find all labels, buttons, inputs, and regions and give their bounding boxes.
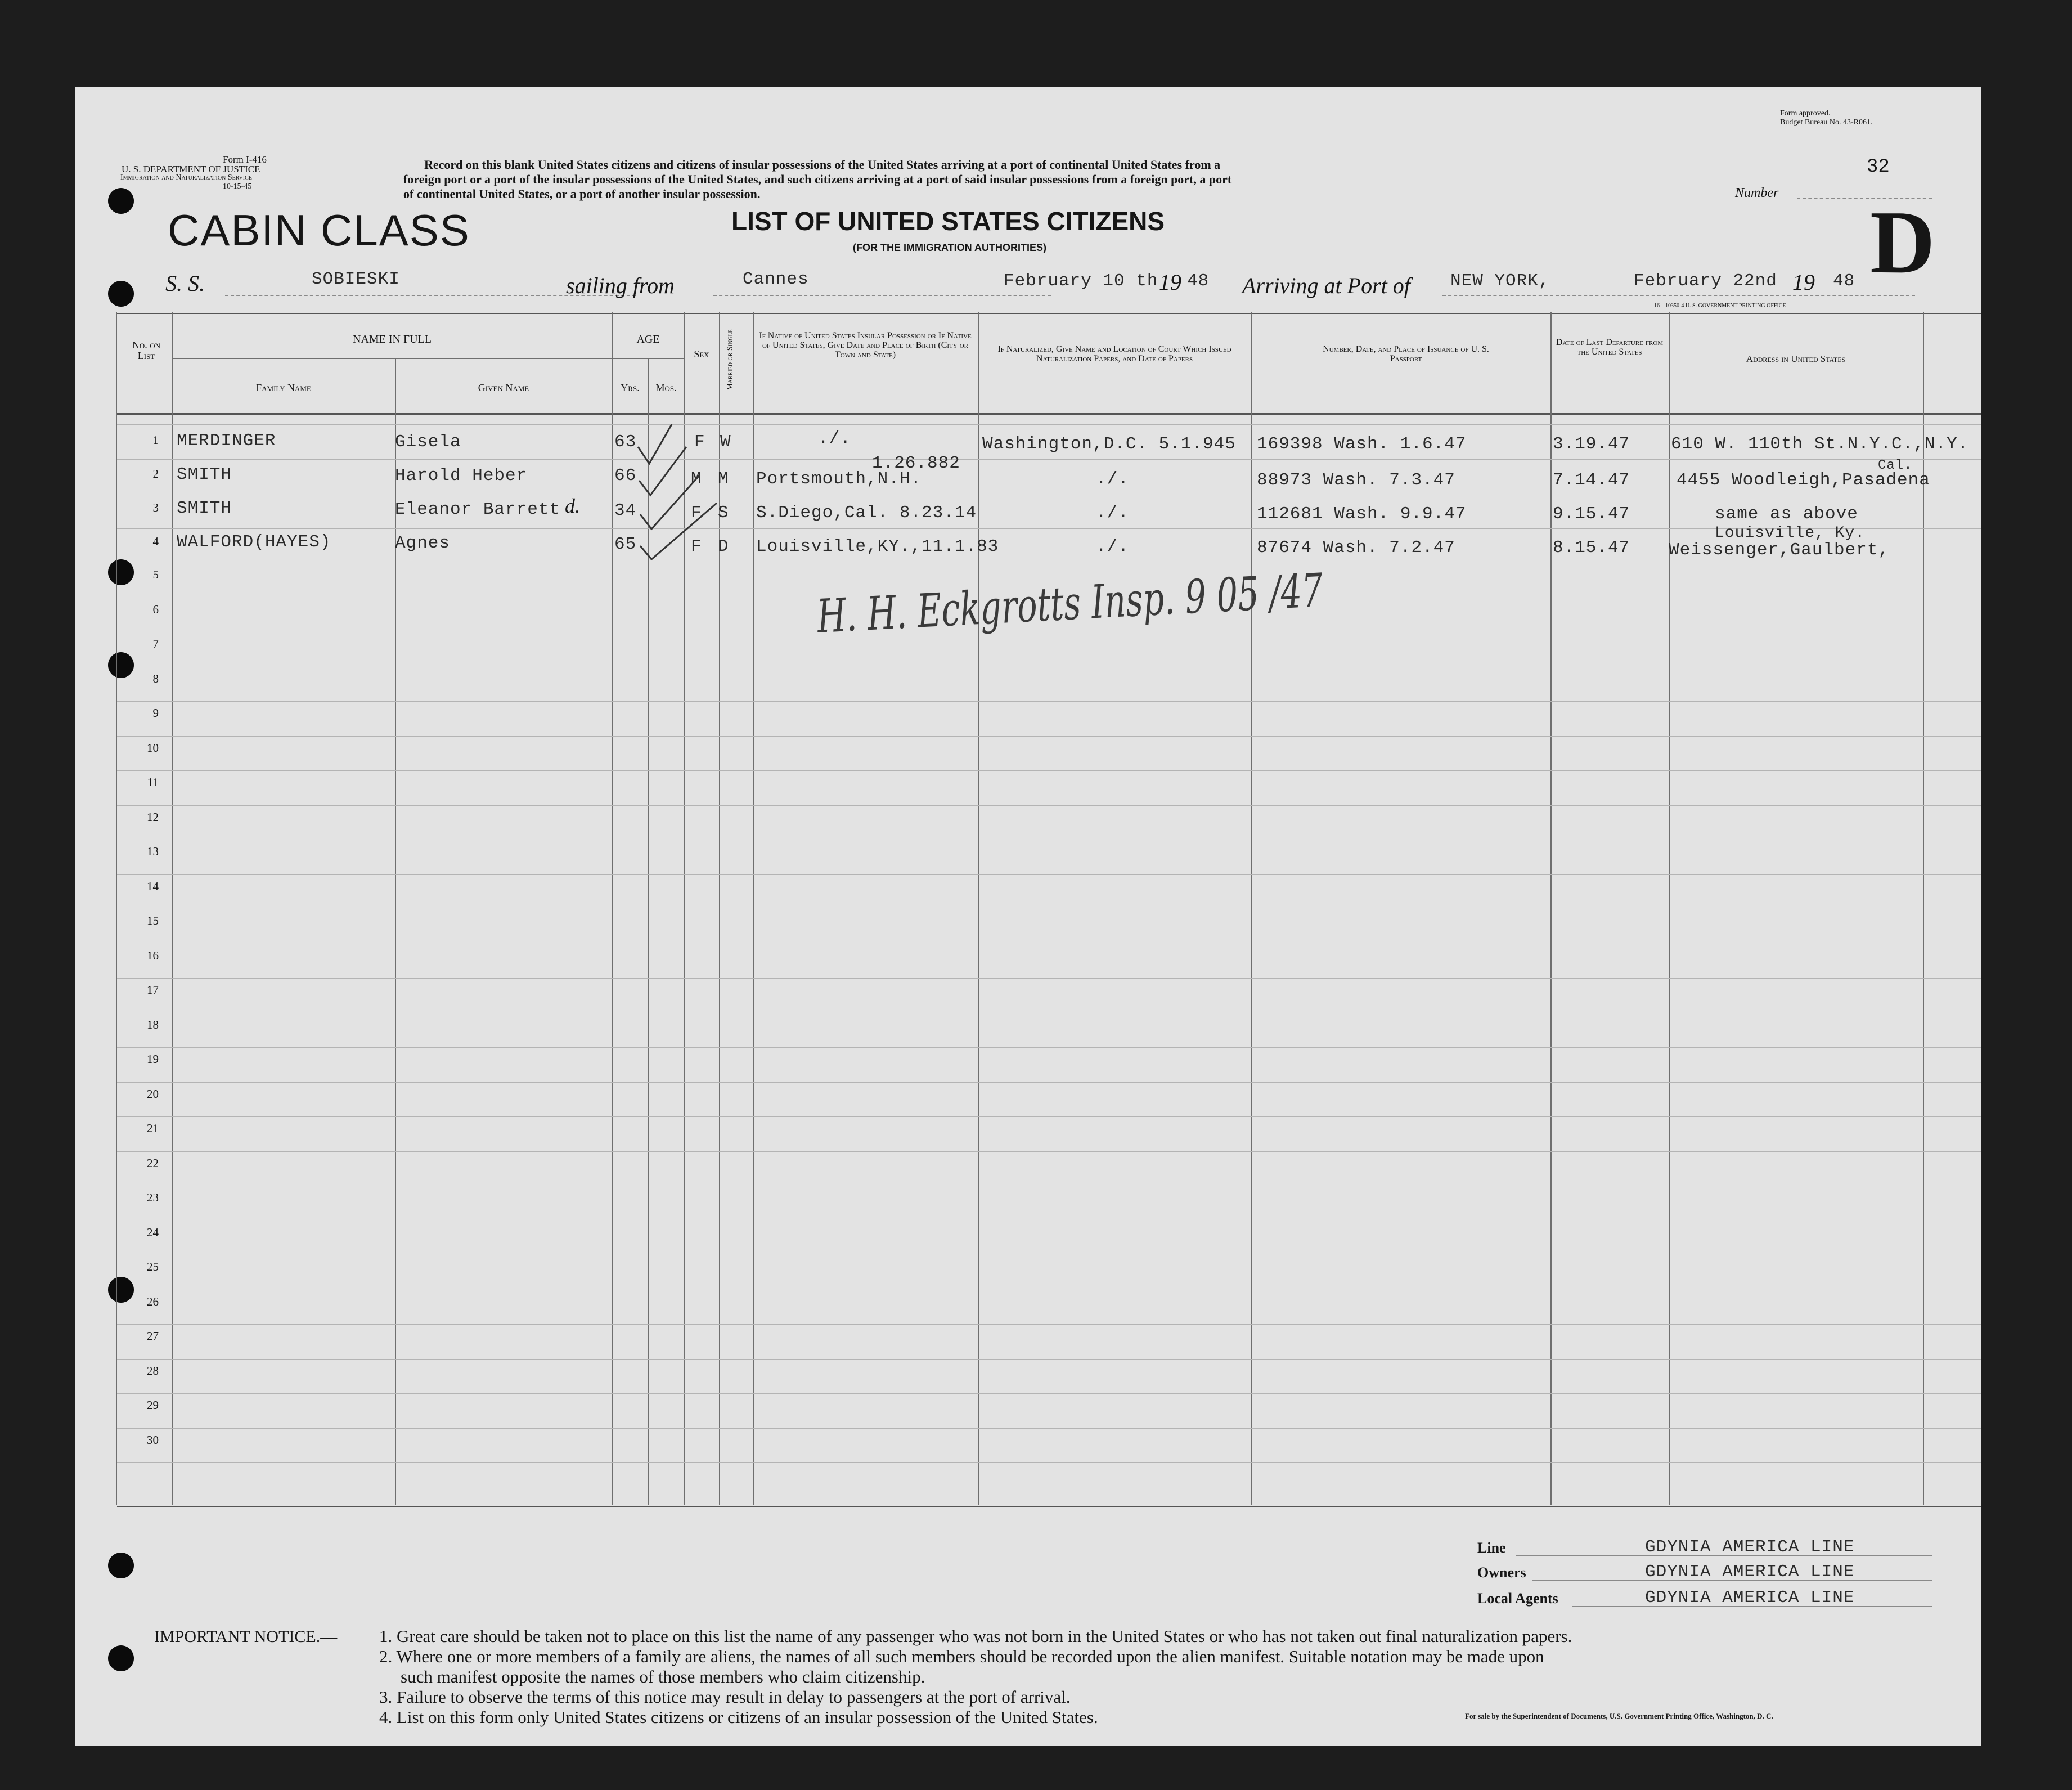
line-value-rule — [1516, 1555, 1932, 1556]
budget-bureau: Budget Bureau No. 43-R061. — [1780, 118, 1873, 127]
us-address: 4455 Woodleigh,Pasadena — [1677, 470, 1930, 490]
header-no: No. on List — [132, 339, 161, 361]
last-departure: 9.15.47 — [1553, 504, 1630, 524]
owners-value-rule — [1532, 1580, 1932, 1581]
line-value: GDYNIA AMERICA LINE — [1645, 1537, 1855, 1557]
header-yrs: Yrs. — [621, 382, 640, 393]
form-number: Form I-416 — [223, 154, 267, 165]
us-address: Weissenger,Gaulbert, — [1669, 540, 1890, 560]
header-passport: Number, Date, and Place of Issuance of U. S. Passport — [1323, 344, 1489, 364]
arrival-port: NEW YORK, — [1450, 271, 1550, 291]
birth-date: 1.26.882 — [872, 454, 960, 473]
class-label: CABIN CLASS — [168, 205, 470, 255]
birth-info: S.Diego,Cal. 8.23.14 — [756, 503, 977, 523]
row-number: 28 — [147, 1363, 159, 1378]
department: U. S. DEPARTMENT OF JUSTICE — [122, 164, 260, 174]
ship-name: SOBIESKI — [312, 270, 400, 289]
punch-hole — [108, 1553, 134, 1578]
row-number: 23 — [147, 1191, 159, 1204]
naturalization: ./. — [1096, 537, 1129, 557]
form-subtitle: (FOR THE IMMIGRATION AUTHORITIES) — [853, 242, 1046, 253]
ruled-line — [117, 1047, 1981, 1048]
ruled-line — [117, 736, 1981, 737]
row-number: 27 — [147, 1329, 159, 1343]
arriving-label: Arriving at Port of — [1242, 273, 1410, 298]
last-departure: 3.19.47 — [1553, 434, 1630, 454]
number-label: Number — [1735, 186, 1779, 200]
row-number: 11 — [147, 775, 159, 789]
header-name-in-full: NAME IN FULL — [353, 333, 432, 346]
sailing-from-label: sailing from — [566, 273, 675, 298]
col-line — [1251, 312, 1252, 1505]
sail-date: February 10 th — [1004, 271, 1158, 291]
birth-info: ./. — [818, 429, 851, 448]
row-number: 8 — [152, 671, 159, 685]
header-bottom-rule — [117, 413, 1981, 415]
header-mos: Mos. — [655, 382, 677, 393]
last-departure: 8.15.47 — [1553, 538, 1630, 558]
ruled-line — [117, 978, 1981, 979]
marital-status: M — [718, 469, 729, 489]
header-sex: Sex — [694, 348, 709, 360]
age-years: 34 — [614, 501, 637, 521]
header-family-name: Family Name — [256, 382, 311, 393]
row-number: 17 — [147, 983, 159, 997]
print-code: 16—10350-4 U. S. GOVERNMENT PRINTING OFFICE — [1654, 303, 1786, 309]
col-line — [116, 312, 117, 1505]
sex: M — [691, 469, 702, 489]
list-number-value: 32 — [1867, 156, 1890, 178]
punch-hole — [108, 1645, 134, 1671]
arrival-year: 48 — [1833, 271, 1855, 291]
row-number: 15 — [147, 914, 159, 927]
ruled-line — [117, 459, 1981, 460]
form-title: LIST OF UNITED STATES CITIZENS — [731, 207, 1165, 236]
naturalization: Washington,D.C. 5.1.945 — [982, 434, 1236, 454]
header-native: If Native of United States Insular Possession or If Native of United States, Give Date and Place of Birth (City or Town and State) — [759, 331, 972, 360]
row-number: 12 — [147, 810, 159, 824]
col-line — [172, 312, 173, 1505]
ruled-line — [117, 805, 1981, 806]
ruled-line — [117, 1359, 1981, 1360]
passport: 88973 Wash. 7.3.47 — [1257, 470, 1455, 490]
age-years: 66 — [614, 466, 637, 486]
ruled-line — [117, 1462, 1981, 1463]
us-address: 610 W. 110th St.N.Y.C.,N.Y. — [1671, 434, 1969, 454]
sex: F — [691, 537, 702, 557]
notice-4: 4. List on this form only United States citizens or citizens of an insular possession of the United States. — [379, 1707, 1098, 1727]
row-number: 18 — [147, 1017, 159, 1031]
ss-label: S. S. — [165, 271, 205, 296]
header-married-single: Married or Single — [726, 329, 735, 391]
birth-info: Louisville,KY.,11.1.83 — [756, 537, 999, 557]
col-line — [978, 312, 979, 1505]
form-date: 10-15-45 — [223, 182, 252, 191]
check-mark-icon — [640, 503, 717, 559]
family-name: SMITH — [177, 499, 232, 518]
agents-label: Local Agents — [1477, 1590, 1558, 1607]
row-number: 30 — [147, 1433, 159, 1447]
ruled-line — [117, 1151, 1981, 1152]
address-note: Cal. — [1878, 458, 1913, 473]
row-number: 21 — [147, 1121, 159, 1135]
last-departure: 7.14.47 — [1553, 470, 1630, 490]
passport: 112681 Wash. 9.9.47 — [1257, 504, 1467, 524]
table-top-rule — [117, 312, 1981, 314]
given-name-annotation: d. — [565, 495, 580, 517]
row-number: 24 — [147, 1225, 159, 1239]
family-name: MERDINGER — [177, 431, 276, 451]
ruled-line — [117, 874, 1981, 875]
signature-text: H. H. Eckgrotts Insp. 9 05 /47 — [816, 553, 1521, 644]
name-header-rule — [172, 358, 685, 359]
record-instructions-3: of continental United States, or a port of another insular possession. — [403, 187, 761, 201]
marital-status: W — [720, 432, 731, 452]
col-line — [395, 358, 396, 1505]
ruled-line — [117, 424, 1981, 425]
record-instructions-2: foreign port or a port of the insular possessions of the United States, and such citizens arriving at a port of said insular possessions from a foreign port, a port — [403, 172, 1232, 186]
row-number: 20 — [147, 1087, 159, 1101]
arrival-year-prefix: 19 — [1792, 270, 1815, 295]
naturalization: ./. — [1096, 469, 1129, 489]
notice-3: 3. Failure to observe the terms of this notice may result in delay to passengers at the port of arrival. — [379, 1687, 1071, 1707]
record-instructions-1: Record on this blank United States citizens and citizens of insular possessions of the United States arriving at a port of continental United States from a — [424, 158, 1221, 172]
given-name: Agnes — [395, 533, 451, 553]
row-number: 1 — [152, 433, 159, 447]
row-number: 9 — [152, 706, 159, 720]
punch-hole — [108, 188, 134, 214]
check-mark-icon — [639, 447, 686, 495]
family-name: SMITH — [177, 465, 232, 484]
family-name: WALFORD(HAYES) — [177, 532, 331, 552]
notice-title: IMPORTANT NOTICE.— — [154, 1627, 338, 1646]
sail-year: 48 — [1187, 271, 1210, 291]
arrival-port-line — [1442, 295, 1915, 296]
ruled-line — [117, 1116, 1981, 1117]
marital-status: D — [718, 537, 729, 557]
check-marks — [632, 424, 784, 610]
col-line — [1669, 312, 1670, 1505]
header-naturalized: If Naturalized, Give Name and Location of Court Which Issued Naturalization Papers, and Date of Papers — [997, 344, 1231, 364]
col-line — [612, 312, 613, 1505]
row-number: 14 — [147, 879, 159, 893]
manifest-sheet — [75, 87, 1981, 1746]
header-given-name: Given Name — [478, 382, 529, 393]
birth-info: Portsmouth,N.H. — [756, 469, 922, 489]
row-number: 6 — [152, 602, 159, 616]
row-number: 29 — [147, 1398, 159, 1412]
line-label: Line — [1477, 1540, 1506, 1556]
row-number: 13 — [147, 845, 159, 858]
age-years: 65 — [614, 535, 637, 554]
given-name: Gisela — [395, 432, 461, 452]
check-mark-icon — [640, 475, 700, 529]
from-port-line — [713, 295, 1051, 296]
header-age: AGE — [636, 333, 660, 346]
for-sale-note: For sale by the Superintendent of Documents, U.S. Government Printing Office, Washington, D. C. — [1465, 1712, 1773, 1720]
row-number: 26 — [147, 1294, 159, 1308]
table-bottom-rule — [117, 1505, 1981, 1507]
passport: 169398 Wash. 1.6.47 — [1257, 434, 1467, 454]
notice-1: 1. Great care should be taken not to place on this list the name of any passenger who was not born in the United States or who has not taken out final naturalization papers. — [379, 1626, 1572, 1646]
sail-year-prefix: 19 — [1159, 270, 1181, 295]
service: Immigration and Naturalization Service — [120, 173, 252, 182]
ruled-line — [117, 1082, 1981, 1083]
arrival-date: February 22nd — [1634, 271, 1777, 291]
row-number: 2 — [152, 467, 159, 481]
col-line — [1550, 312, 1552, 1505]
ruled-line — [117, 1393, 1981, 1394]
row-number: 16 — [147, 948, 159, 962]
from-port: Cannes — [743, 270, 809, 289]
notice-2a: 2. Where one or more members of a family are aliens, the names of all such members should be recorded upon the alien manifest. Suitable notation may be made upon — [379, 1647, 1544, 1666]
agents-value-rule — [1572, 1606, 1932, 1607]
form-approved: Form approved. — [1780, 109, 1831, 118]
given-name: Harold Heber — [395, 466, 528, 486]
row-number: 7 — [152, 637, 159, 650]
sex: F — [694, 432, 705, 452]
row-number: 25 — [147, 1260, 159, 1273]
row-number: 19 — [147, 1052, 159, 1066]
agents-value: GDYNIA AMERICA LINE — [1645, 1588, 1855, 1608]
ruled-line — [117, 1428, 1981, 1429]
owners-label: Owners — [1477, 1564, 1526, 1581]
notice-2b: such manifest opposite the names of those members who claim citizenship. — [401, 1667, 925, 1686]
owners-value: GDYNIA AMERICA LINE — [1645, 1562, 1855, 1582]
row-number: 10 — [147, 741, 159, 755]
row-number: 4 — [152, 535, 159, 548]
row-number: 22 — [147, 1156, 159, 1170]
passport: 87674 Wash. 7.2.47 — [1257, 538, 1455, 558]
sex: F — [691, 503, 702, 523]
address-note: Louisville, Ky. — [1715, 524, 1866, 542]
check-mark-icon — [638, 424, 672, 464]
age-years: 63 — [614, 432, 637, 452]
naturalization: ./. — [1096, 503, 1129, 523]
ruled-line — [117, 770, 1981, 771]
us-address: same as above — [1715, 504, 1858, 524]
punch-hole — [108, 281, 134, 307]
header-address: Address in United States — [1746, 353, 1846, 364]
marital-status: S — [718, 503, 729, 523]
row-number: 5 — [152, 568, 159, 581]
header-departure: Date of Last Departure from the United States — [1556, 338, 1664, 357]
col-line — [1923, 312, 1924, 1505]
given-name: Eleanor Barrett — [395, 500, 561, 519]
ruled-line — [117, 1324, 1981, 1325]
row-number: 3 — [152, 501, 159, 514]
list-letter: D — [1870, 192, 1935, 292]
ruled-line — [117, 528, 1981, 529]
